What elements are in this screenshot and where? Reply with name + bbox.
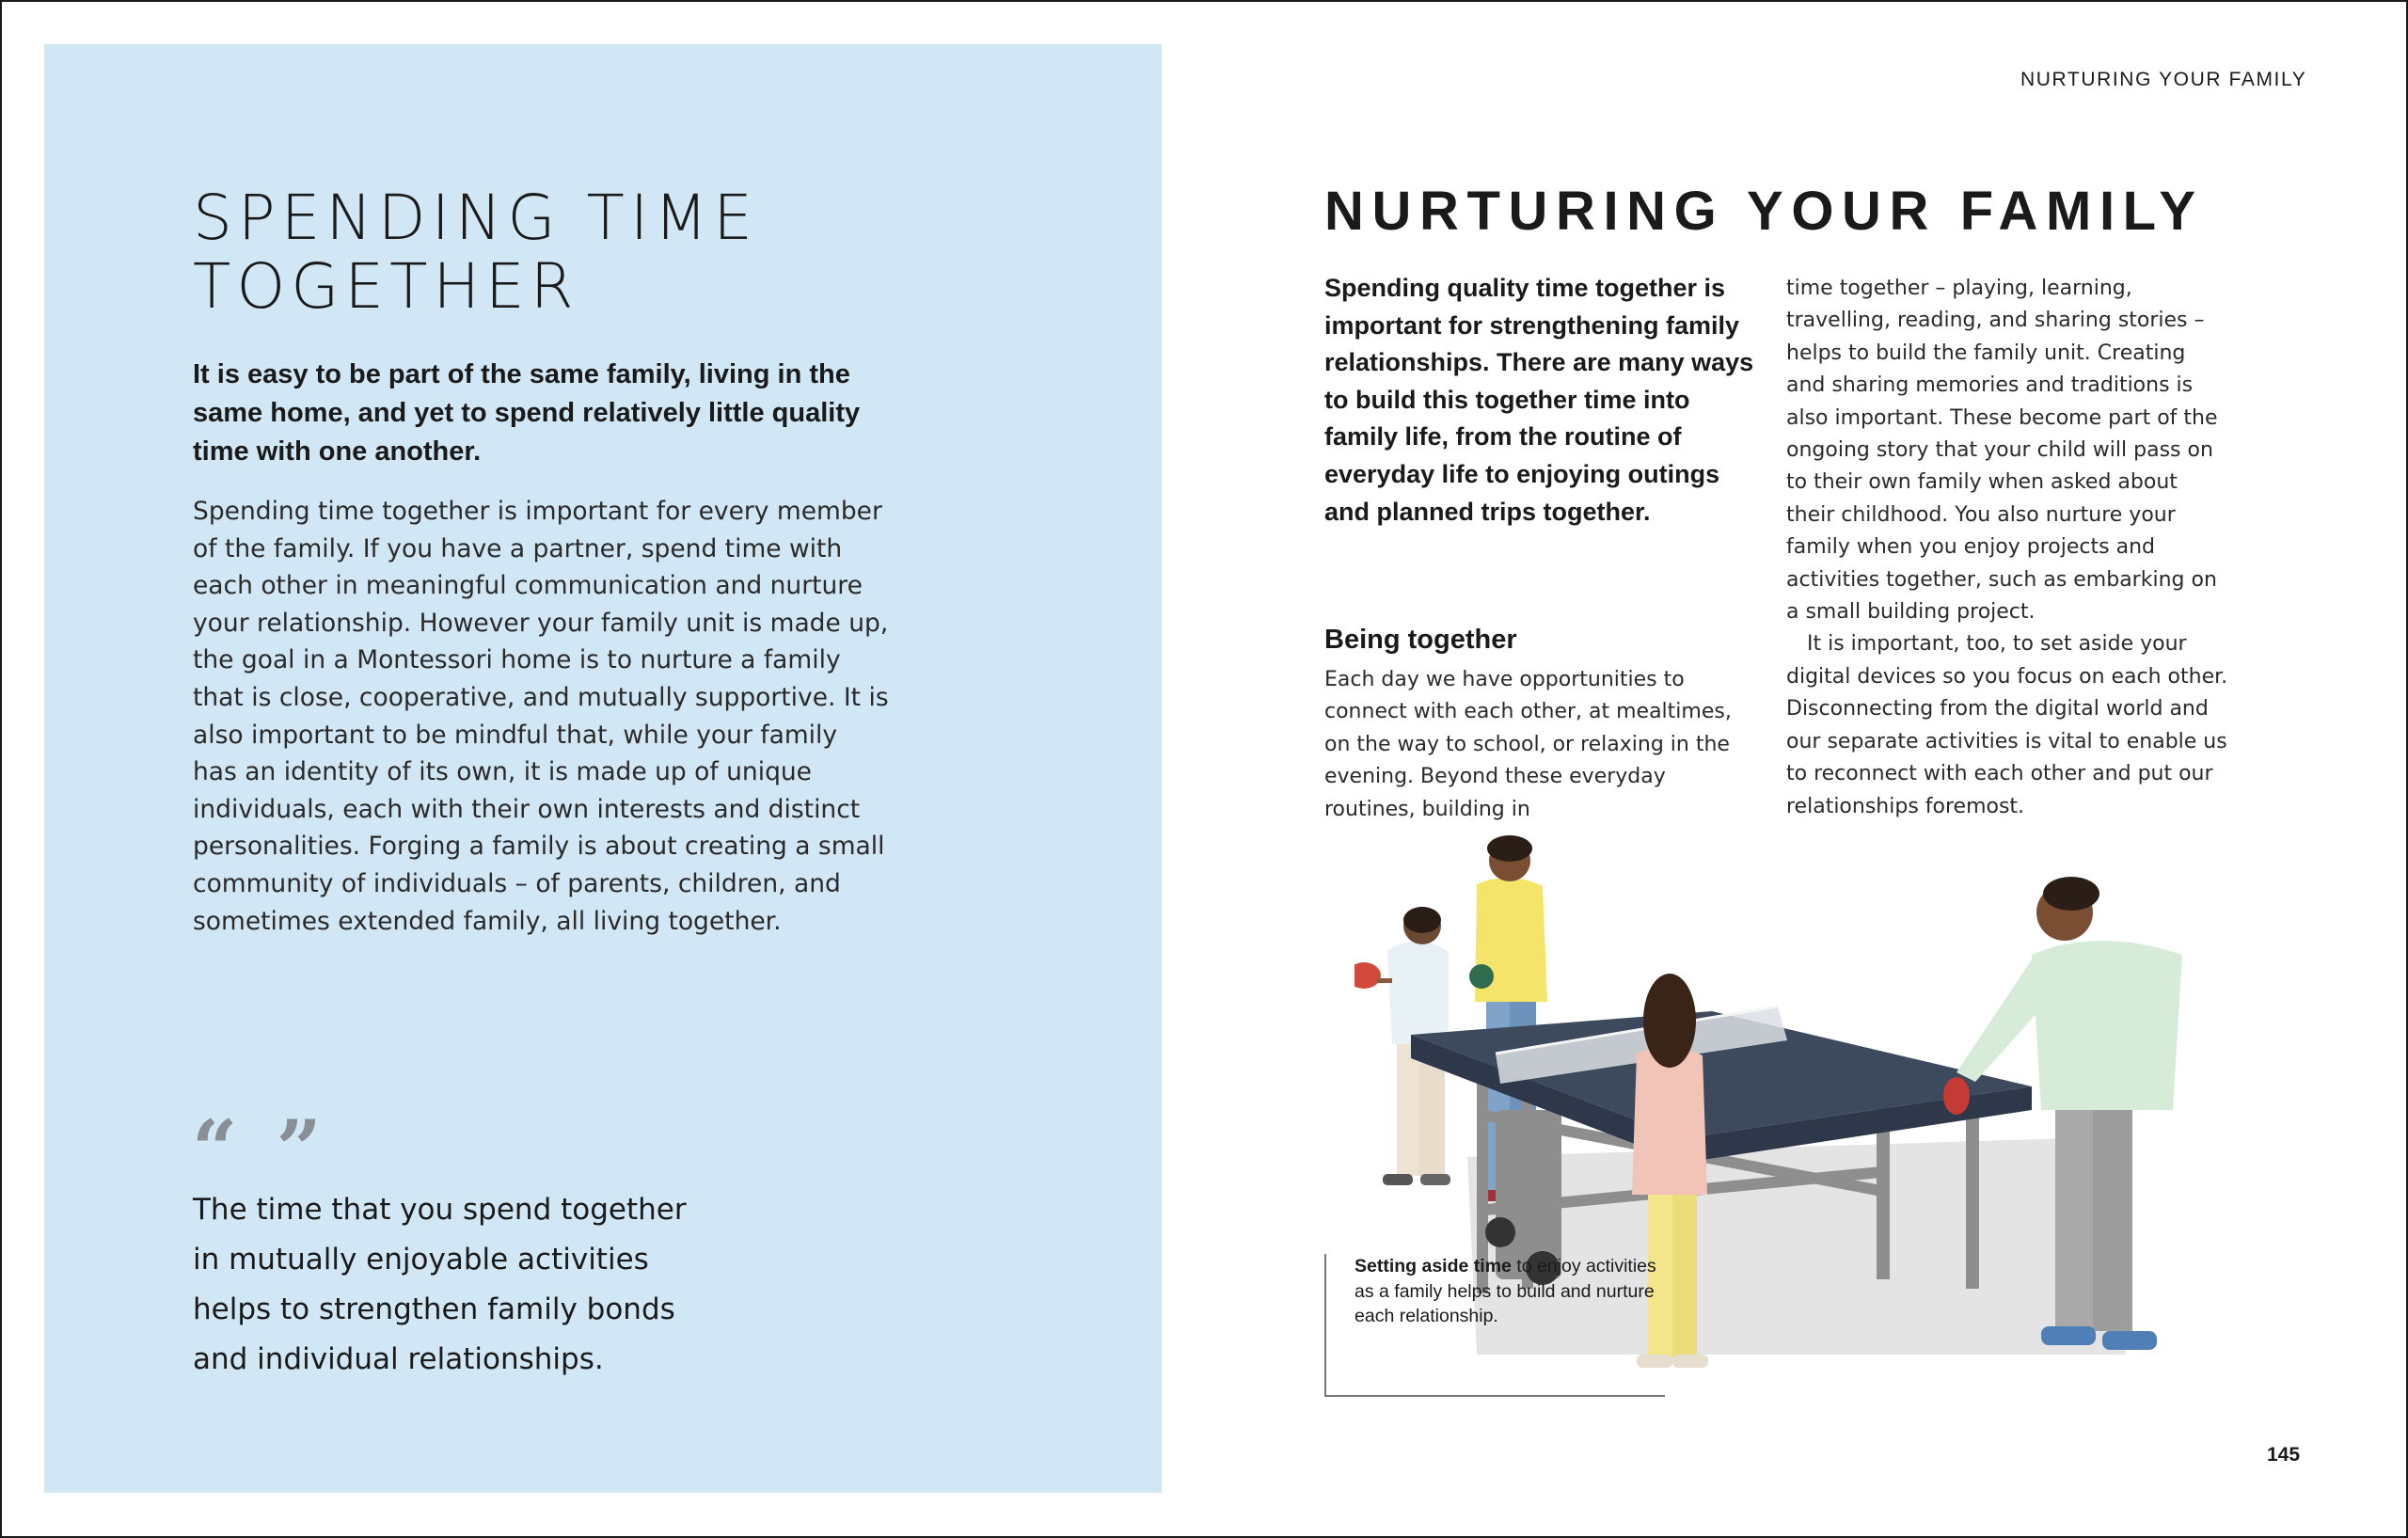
running-head: NURTURING YOUR FAMILY	[2020, 69, 2307, 90]
illustration-caption	[1324, 1254, 1665, 1397]
quote-marks-icon: “ ”	[192, 1102, 327, 1196]
body-paragraph: time together – playing, learning, travelling, reading, and sharing stories – helps to build the family unit. Creating and sharing memories and traditions is also important. These become part of the ongoing story that your child will pass on to their own family when asked about their childhood. You also nurture your family when you enjoy projects and activities together, such as embarking on a small building project.	[1786, 277, 2218, 625]
table-wheel	[1485, 1217, 1515, 1247]
green-paddle-icon	[1469, 964, 1494, 989]
red-paddle-icon	[1354, 962, 1381, 989]
body-paragraph: It is important, too, to set aside your digital devices so you focus on each other. Disconnecting from the digital world and our separate activities is vital to enable us to reconnect with each other and put our relationships foremost.	[1786, 632, 2228, 818]
red-paddle-icon	[1943, 1077, 1970, 1115]
left-title-line-2: TOGETHER	[193, 250, 579, 323]
left-title-line-1: SPENDING TIME	[193, 182, 758, 254]
page-number: 145	[2267, 1444, 2301, 1466]
being-together-subhead: Being together	[1324, 625, 1517, 655]
right-page-title: NURTURING YOUR FAMILY	[1324, 181, 2204, 242]
caption-rest: to enjoy activities as a family helps to build and nurture each relationship.	[1354, 1256, 1656, 1326]
pull-quote: The time that you spend together in mutually enjoyable activities helps to strengthen family bonds and individual relationships.	[193, 1193, 687, 1376]
right-body-column-1: Each day we have opportunities to connect with each other, at mealtimes, on the way to school, or relaxing in the evening. Beyond these everyday routines, building in	[1324, 668, 1732, 821]
caption-bold: Setting aside time	[1354, 1256, 1512, 1276]
caption-text	[1354, 1254, 1674, 1329]
left-lead-paragraph: It is easy to be part of the same family, living in the same home, and yet to spend relatively little quality time with one another.	[193, 359, 861, 467]
right-lead-paragraph: Spending quality time together is important for strengthening family relationships. There are many ways to build this together time into family life, from the routine of everyday life to enjoying outings and planned trips together.	[1324, 274, 1754, 526]
left-body-paragraph: Spending time together is important for every member of the family. If you have a partner, spend time with each other in meaningful communication and nurture your relationship. However your family unit is made up, the goal in a Montessori home is to nurture a family that is close, cooperative, and mutually supportive. It is also important to be mindful that, while your family has an identity of its own, it is made up of unique individuals, each with their own interests and distinct personalities. Forging a family is about creating a small community of individuals – of parents, children, and sometimes extended family, all living together.	[193, 497, 889, 936]
right-body-column-2	[1786, 273, 2228, 823]
left-page-title	[193, 183, 1039, 321]
